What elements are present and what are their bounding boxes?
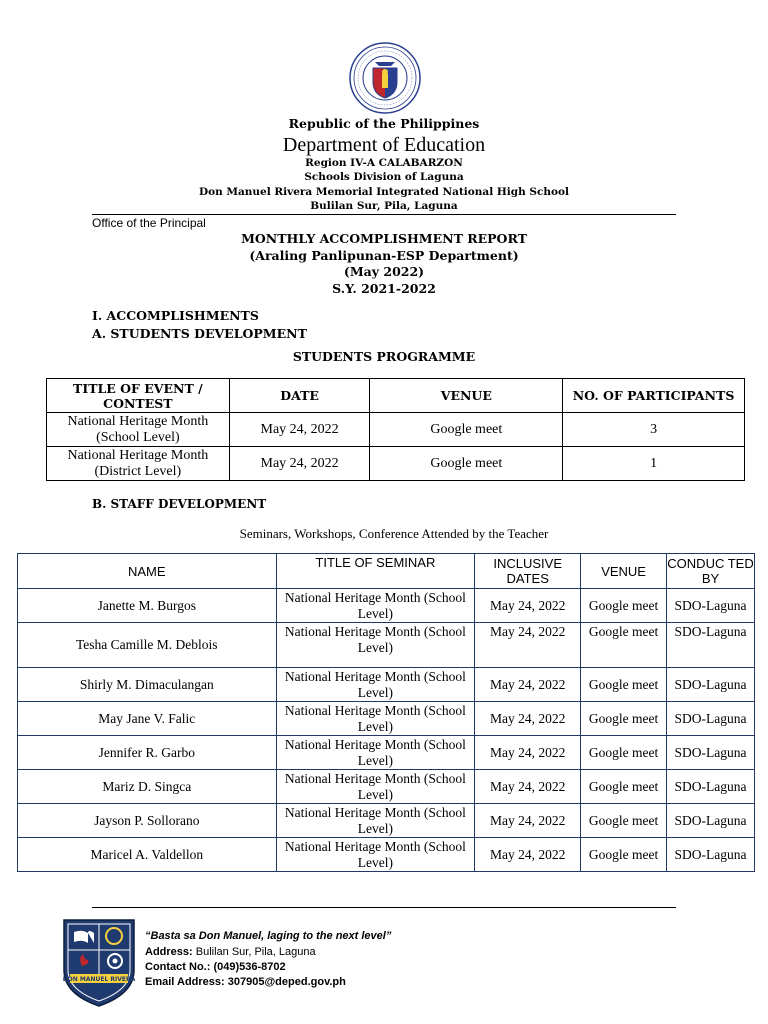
- report-school-year: S.Y. 2021-2022: [332, 281, 436, 296]
- table-header-row: [18, 554, 755, 589]
- venue-cell: Google meet: [581, 770, 667, 804]
- address-label: Address:: [145, 946, 193, 958]
- date-cell: May 24, 2022: [229, 413, 370, 447]
- event-cell: National Heritage Month (District Level): [47, 447, 230, 481]
- conducted-by-cell: SDO-Laguna: [667, 702, 755, 736]
- seminar-cell: National Heritage Month (School Level): [276, 623, 475, 668]
- name-cell: Shirly M. Dimaculangan: [18, 668, 277, 702]
- table-header-row: [47, 379, 745, 413]
- table-row: [18, 668, 755, 702]
- column-header: CONDUC TED BY: [667, 554, 755, 589]
- conducted-by-cell: SDO-Laguna: [667, 668, 755, 702]
- table-row: [18, 838, 755, 872]
- name-cell: Janette M. Burgos: [18, 589, 277, 623]
- table-row: [18, 770, 755, 804]
- dates-cell: May 24, 2022: [475, 702, 581, 736]
- republic-line: Republic of the Philippines: [288, 116, 480, 131]
- footer-divider: [92, 907, 676, 908]
- date-cell: May 24, 2022: [229, 447, 370, 481]
- venue-cell: Google meet: [581, 623, 667, 668]
- column-header: NO. OF PARTICIPANTS: [563, 379, 745, 413]
- participants-cell: 1: [563, 447, 745, 481]
- name-cell: Mariz D. Singca: [18, 770, 277, 804]
- school-name: Don Manuel Rivera Memorial Integrated National High School: [198, 186, 570, 198]
- students-programme-table: [46, 378, 745, 481]
- seminar-cell: National Heritage Month (School Level): [276, 838, 475, 872]
- table-row: [47, 447, 745, 481]
- section-students-development: A. STUDENTS DEVELOPMENT: [92, 326, 307, 341]
- table-row: [18, 702, 755, 736]
- dates-cell: May 24, 2022: [475, 804, 581, 838]
- section-accomplishments: I. ACCOMPLISHMENTS: [92, 308, 259, 323]
- deped-seal: [349, 42, 421, 114]
- seminar-cell: National Heritage Month (School Level): [276, 736, 475, 770]
- school-logo: [60, 914, 138, 1010]
- students-programme-heading: STUDENTS PROGRAMME: [292, 349, 476, 364]
- conducted-by-cell: SDO-Laguna: [667, 804, 755, 838]
- venue-cell: Google meet: [581, 804, 667, 838]
- venue-cell: Google meet: [581, 668, 667, 702]
- name-cell: Jayson P. Sollorano: [18, 804, 277, 838]
- column-header: VENUE: [370, 379, 563, 413]
- footer-address: [145, 946, 316, 958]
- logo-text: DON MANUEL RIVERA: [62, 976, 136, 983]
- seminars-caption: Seminars, Workshops, Conference Attended by the Teacher: [239, 526, 549, 541]
- report-department: (Araling Panlipunan-ESP Department): [249, 248, 519, 263]
- name-cell: Jennifer R. Garbo: [18, 736, 277, 770]
- report-period: (May 2022): [343, 264, 425, 279]
- address-value: Bulilan Sur, Pila, Laguna: [195, 946, 316, 958]
- venue-cell: Google meet: [581, 736, 667, 770]
- table-row: [18, 589, 755, 623]
- conducted-by-cell: SDO-Laguna: [667, 770, 755, 804]
- contact-label: Contact No.:: [145, 961, 211, 973]
- name-cell: Maricel A. Valdellon: [18, 838, 277, 872]
- venue-cell: Google meet: [370, 447, 563, 481]
- venue-cell: Google meet: [370, 413, 563, 447]
- email-value: 307905@deped.gov.ph: [227, 976, 346, 988]
- venue-cell: Google meet: [581, 589, 667, 623]
- header-divider: [92, 214, 676, 215]
- seminar-cell: National Heritage Month (School Level): [276, 702, 475, 736]
- conducted-by-cell: SDO-Laguna: [667, 838, 755, 872]
- footer-email: [145, 976, 346, 988]
- conducted-by-cell: SDO-Laguna: [667, 623, 755, 668]
- footer-contact: [145, 961, 286, 973]
- seminar-cell: National Heritage Month (School Level): [276, 668, 475, 702]
- column-header: NAME: [18, 554, 277, 589]
- section-staff-development: B. STAFF DEVELOPMENT: [92, 497, 267, 511]
- venue-cell: Google meet: [581, 702, 667, 736]
- conducted-by-cell: SDO-Laguna: [667, 736, 755, 770]
- column-header: TITLE OF EVENT / CONTEST: [47, 379, 230, 413]
- column-header: VENUE: [581, 554, 667, 589]
- event-cell: National Heritage Month (School Level): [47, 413, 230, 447]
- contact-value: (049)536-8702: [213, 961, 286, 973]
- table-row: [18, 804, 755, 838]
- school-address: Bulilan Sur, Pila, Laguna: [310, 200, 458, 212]
- venue-cell: Google meet: [581, 838, 667, 872]
- name-cell: Tesha Camille M. Deblois: [18, 623, 277, 668]
- table-row: [18, 623, 755, 668]
- office-label: Office of the Principal: [92, 216, 206, 230]
- column-header: DATE: [229, 379, 370, 413]
- table-row: [18, 736, 755, 770]
- footer-motto: “Basta sa Don Manuel, laging to the next level”: [145, 930, 392, 942]
- region-line: Region IV-A CALABARZON: [305, 157, 463, 169]
- email-label: Email Address:: [145, 976, 225, 988]
- seminar-cell: National Heritage Month (School Level): [276, 770, 475, 804]
- seminar-cell: National Heritage Month (School Level): [276, 804, 475, 838]
- department-name: Department of Education: [282, 134, 486, 156]
- participants-cell: 3: [563, 413, 745, 447]
- report-title: MONTHLY ACCOMPLISHMENT REPORT: [241, 231, 527, 246]
- column-header: TITLE OF SEMINAR: [276, 554, 475, 589]
- table-row: [47, 413, 745, 447]
- dates-cell: May 24, 2022: [475, 838, 581, 872]
- division-line: Schools Division of Laguna: [304, 171, 464, 183]
- seminar-cell: National Heritage Month (School Level): [276, 589, 475, 623]
- dates-cell: May 24, 2022: [475, 770, 581, 804]
- conducted-by-cell: SDO-Laguna: [667, 589, 755, 623]
- name-cell: May Jane V. Falic: [18, 702, 277, 736]
- column-header: INCLUSIVE DATES: [475, 554, 581, 589]
- dates-cell: May 24, 2022: [475, 623, 581, 668]
- dates-cell: May 24, 2022: [475, 668, 581, 702]
- dates-cell: May 24, 2022: [475, 736, 581, 770]
- dates-cell: May 24, 2022: [475, 589, 581, 623]
- staff-development-table: [17, 553, 755, 872]
